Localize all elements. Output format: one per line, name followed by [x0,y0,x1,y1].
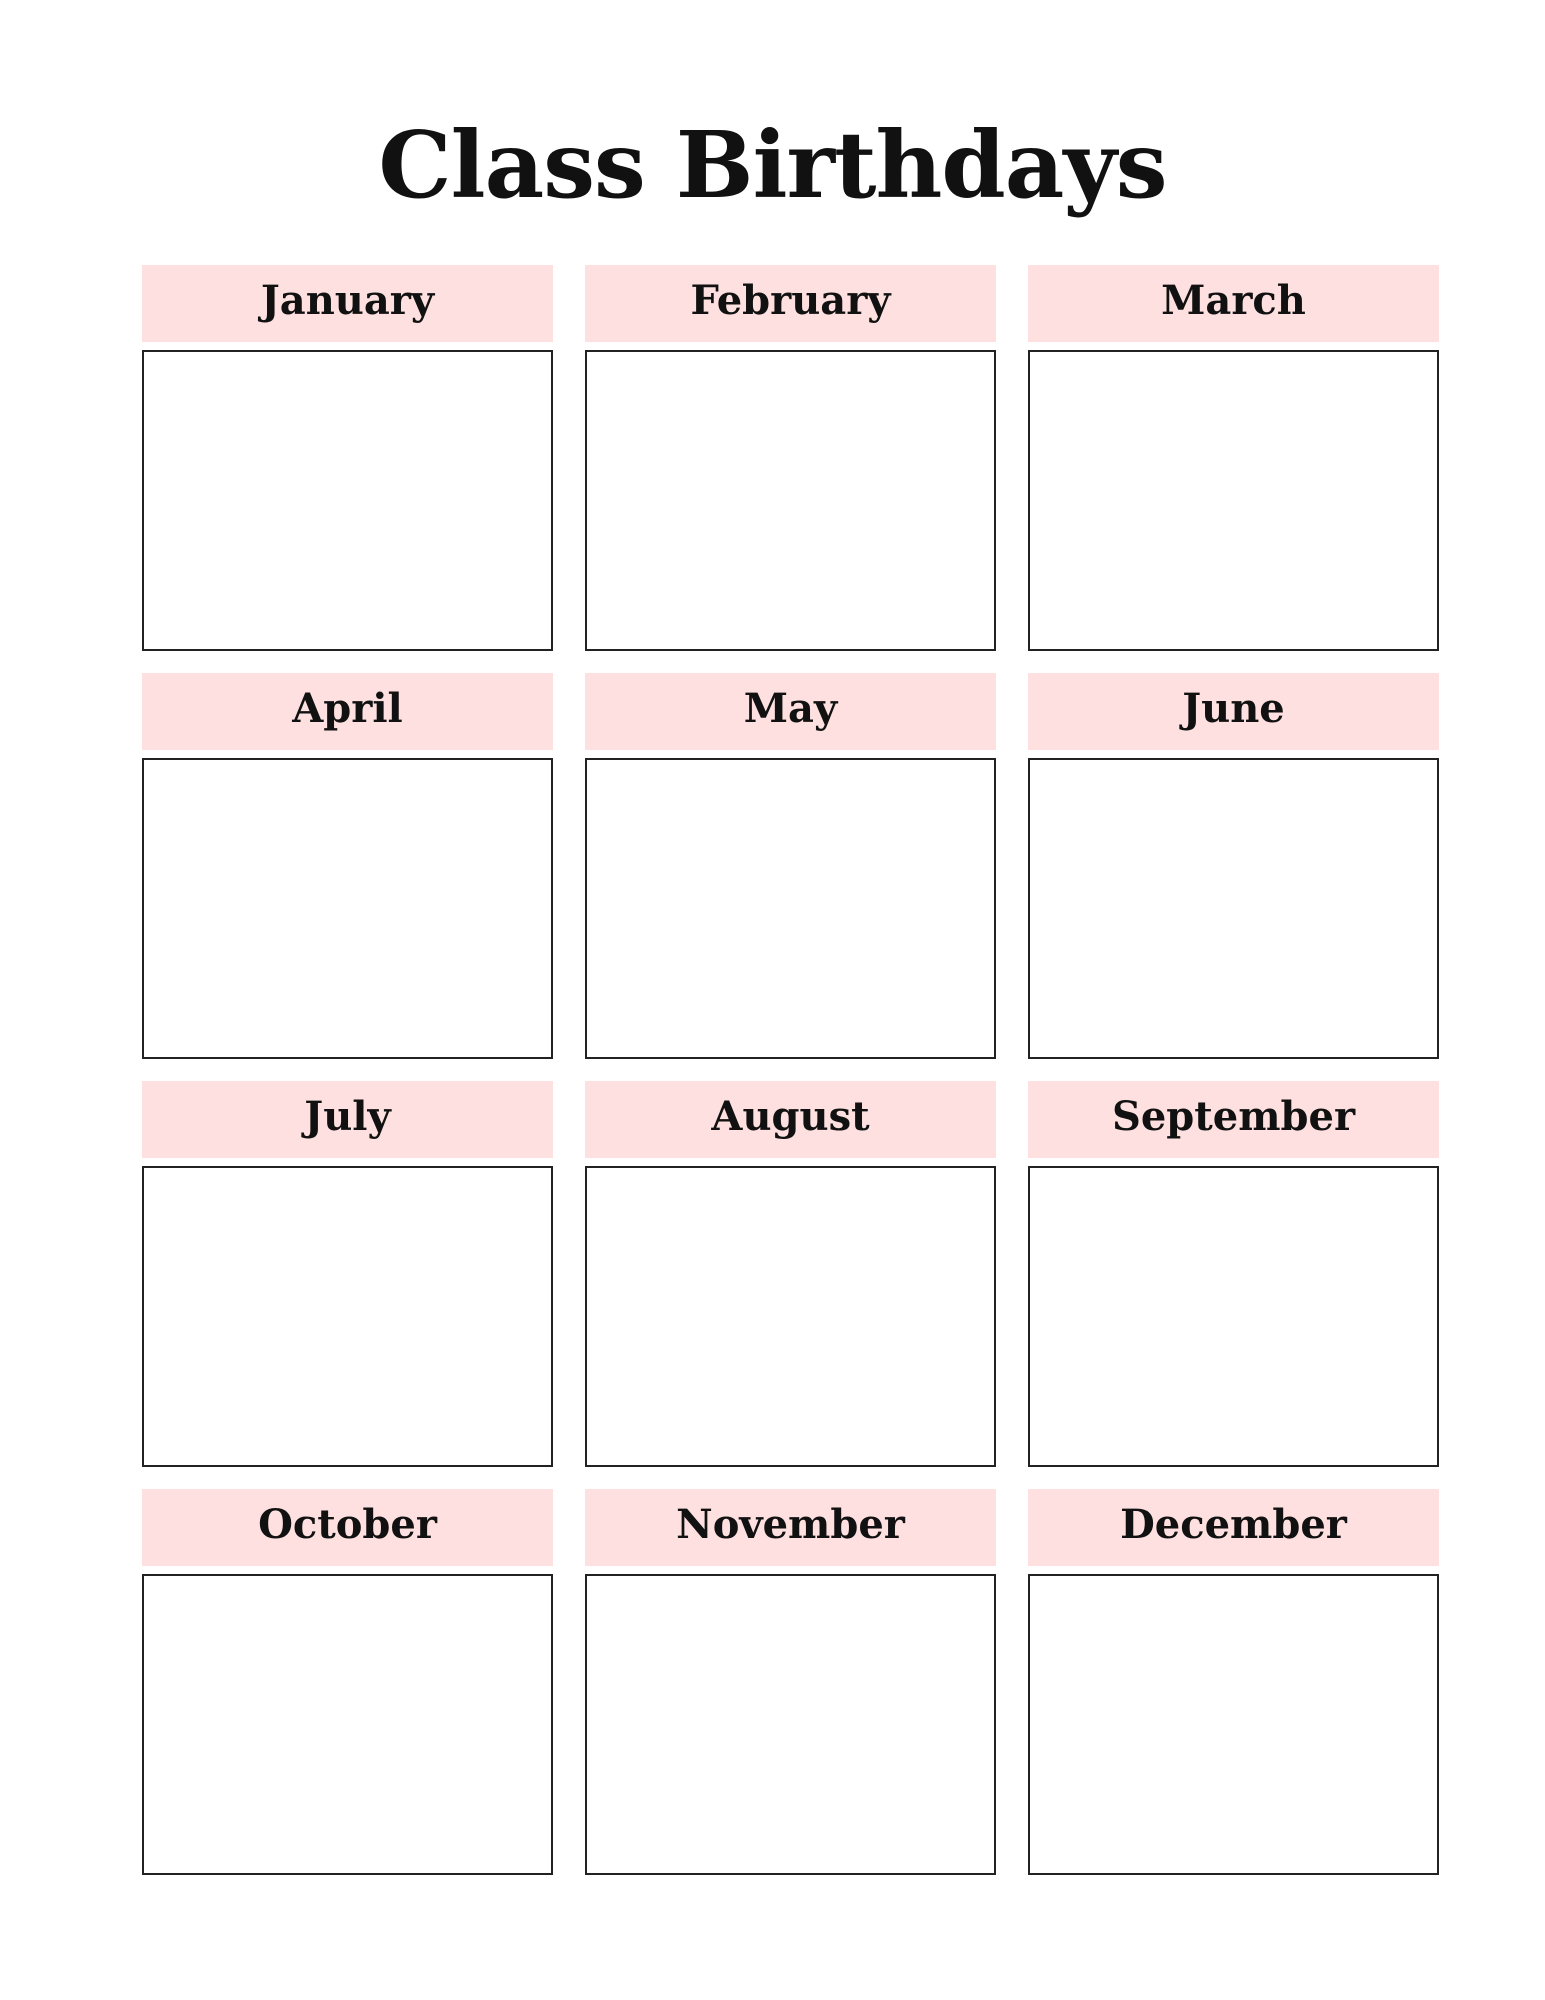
month-label: August [711,1092,870,1140]
month-card-april [142,673,553,1059]
birthday-entry-box[interactable] [142,1574,553,1875]
birthday-entry-box[interactable] [1028,1574,1439,1875]
page-title: Class Birthdays [378,111,1167,219]
month-grid [142,265,1438,1875]
month-header [585,1489,996,1566]
month-label: January [260,276,435,324]
month-card-june [1028,673,1439,1059]
month-card-october [142,1489,553,1875]
birthday-entry-box[interactable] [585,1574,996,1875]
month-card-december [1028,1489,1439,1875]
month-label: June [1182,684,1285,732]
month-header [142,265,553,342]
birthday-entry-box[interactable] [1028,1166,1439,1467]
month-card-february [585,265,996,651]
month-label: September [1111,1092,1356,1140]
month-label: March [1161,276,1306,324]
birthday-entry-box[interactable] [142,758,553,1059]
month-label: February [690,276,891,324]
birthday-entry-box[interactable] [142,1166,553,1467]
birthday-entry-box[interactable] [142,350,553,651]
month-header [585,265,996,342]
month-label: May [743,684,838,732]
month-header [1028,673,1439,750]
birthday-entry-box[interactable] [585,350,996,651]
month-header [585,1081,996,1158]
month-label: November [676,1500,905,1548]
month-header [142,1489,553,1566]
month-header [142,673,553,750]
birthday-entry-box[interactable] [585,1166,996,1467]
month-card-july [142,1081,553,1467]
month-label: October [258,1500,437,1548]
month-label: December [1120,1500,1347,1548]
month-header [1028,1489,1439,1566]
month-label: April [292,684,403,732]
month-card-september [1028,1081,1439,1467]
birthday-entry-box[interactable] [585,758,996,1059]
month-card-august [585,1081,996,1467]
month-header [585,673,996,750]
birthday-entry-box[interactable] [1028,350,1439,651]
month-card-march [1028,265,1439,651]
month-card-november [585,1489,996,1875]
month-label: July [304,1092,391,1140]
month-header [1028,265,1439,342]
month-card-january [142,265,553,651]
month-card-may [585,673,996,1059]
birthday-entry-box[interactable] [1028,758,1439,1059]
month-header [1028,1081,1439,1158]
month-header [142,1081,553,1158]
